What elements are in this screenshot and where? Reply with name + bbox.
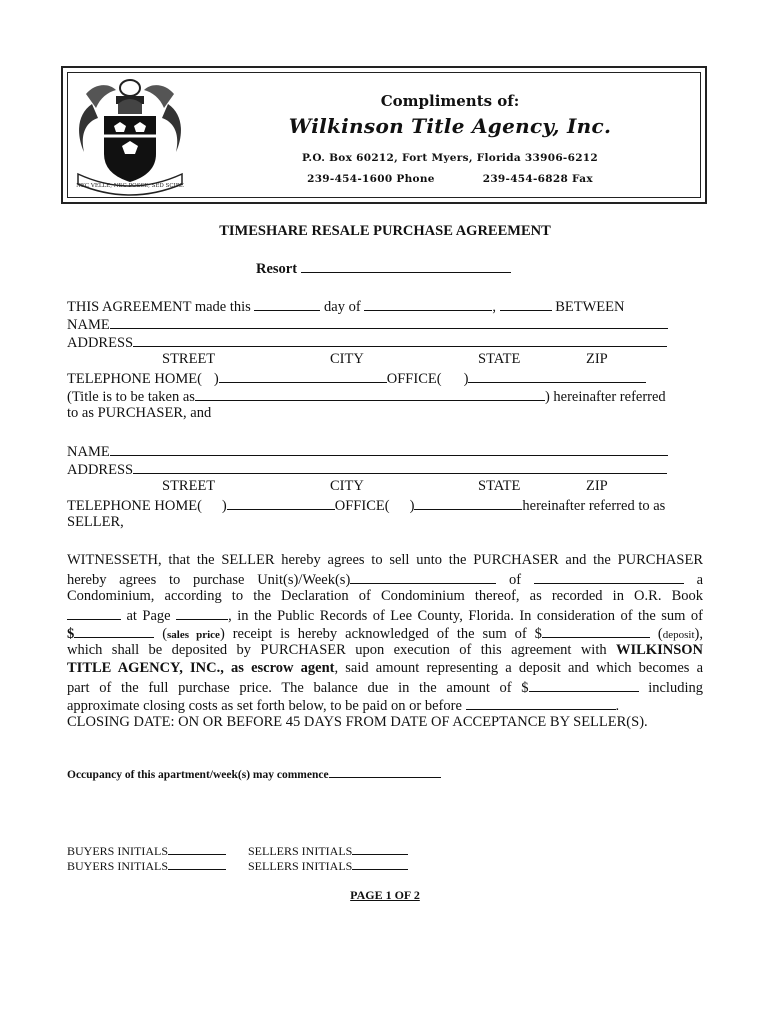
purchaser-name-row: NAME (67, 315, 668, 334)
agency-phone: 239-454-1600 Phone (307, 173, 435, 185)
witnesseth-line-1: WITNESSETH, that the SELLER hereby agrees to sell unto the PURCHASER and the PURCHASER (67, 552, 703, 568)
seller-label: SELLER, (67, 514, 124, 530)
seller-telephone-row: TELEPHONE HOME( ) OFFICE( ) hereinafter referred to as (67, 498, 666, 514)
purchaser-office-phone-blank[interactable] (468, 369, 646, 383)
agency-address: P.O. Box 60212, Fort Myers, Florida 33906-6212 (301, 152, 599, 164)
title-taken-row: (Title is to be taken as ) hereinafter referred (67, 389, 666, 405)
witnesseth-line-2: hereby agrees to purchase Unit(s)/Week(s) of a (67, 572, 704, 588)
purchaser-telephone-row: TELEPHONE HOME( ) OFFICE( ) (67, 369, 646, 388)
occupancy-row: Occupancy of this apartment/week(s) may commence (67, 766, 441, 781)
street-label: STREET (162, 351, 216, 367)
witnesseth-line-3: Condominium, according to the Declaration of Condominium thereof, as recorded in O.R. Book (67, 588, 703, 604)
year-blank[interactable] (500, 297, 552, 311)
buyers-initials-1: BUYERS INITIALS (67, 843, 226, 859)
page-blank[interactable] (176, 606, 228, 620)
seller-home-phone-blank[interactable] (227, 496, 335, 510)
seller-office-phone-blank[interactable] (414, 496, 522, 510)
resort-field: Resort (256, 259, 511, 278)
sellers-initials-blank-1[interactable] (352, 843, 408, 855)
witnesseth-line-9: approximate closing costs as set forth below, to be paid on or before . (67, 698, 620, 714)
seller-state-label: STATE (478, 478, 521, 494)
seal-motto: NEC VELLE, NEC POSSE, SED SCIRE (76, 183, 184, 189)
buyers-initials-blank-2[interactable] (168, 858, 226, 870)
purchaser-name-blank[interactable] (110, 315, 668, 329)
sales-price-blank[interactable] (74, 624, 154, 638)
state-label: STATE (478, 351, 521, 367)
balance-due-blank[interactable] (529, 678, 639, 692)
agency-contact (200, 173, 700, 185)
sellers-initials-2: SELLERS INITIALS (248, 858, 408, 874)
seller-address-blank[interactable] (133, 460, 667, 474)
compliments-label: Compliments of: (380, 92, 520, 110)
purchaser-address-row: ADDRESS (67, 333, 667, 352)
sellers-initials-blank-2[interactable] (352, 858, 408, 870)
condominium-blank[interactable] (534, 570, 684, 584)
witnesseth-line-4: at Page , in the Public Records of Lee County, Florida. In consideration of the sum of (67, 606, 703, 625)
zip-label: ZIP (586, 351, 608, 367)
witnesseth-line-5: $ (sales price) receipt is hereby acknowledged of the sum of $ (deposit), (67, 626, 703, 642)
closing-date: CLOSING DATE: ON OR BEFORE 45 DAYS FROM DATE OF ACCEPTANCE BY SELLER(S). (67, 714, 648, 730)
witnesseth-line-8: part of the full purchase price. The balance due in the amount of $ including (67, 680, 703, 696)
coat-of-arms-seal-icon (72, 74, 188, 196)
agency-name: Wilkinson Title Agency, Inc. (288, 114, 612, 138)
buyers-initials-blank-1[interactable] (168, 843, 226, 855)
or-book-blank[interactable] (67, 606, 121, 620)
day-blank[interactable] (254, 297, 320, 311)
seller-address-row: ADDRESS (67, 460, 667, 479)
paid-by-date-blank[interactable] (466, 696, 616, 710)
document-title: TIMESHARE RESALE PURCHASE AGREEMENT (219, 223, 551, 239)
seller-street-label: STREET (162, 478, 216, 494)
occupancy-blank[interactable] (329, 766, 441, 778)
seller-name-row: NAME (67, 442, 668, 461)
buyers-initials-2: BUYERS INITIALS (67, 858, 226, 874)
seller-zip-label: ZIP (586, 478, 608, 494)
witnesseth-line-7: TITLE AGENCY, INC., as escrow agent, said amount representing a deposit and which becomes a (67, 660, 704, 676)
purchaser-address-blank[interactable] (133, 333, 667, 347)
resort-blank[interactable] (301, 259, 511, 273)
month-blank[interactable] (364, 297, 492, 311)
purchaser-home-phone-blank[interactable] (219, 369, 387, 383)
deposit-blank[interactable] (542, 624, 650, 638)
title-taken-blank[interactable] (195, 387, 545, 401)
sellers-initials-1: SELLERS INITIALS (248, 843, 408, 859)
seller-name-blank[interactable] (110, 442, 668, 456)
witnesseth-line-6: which shall be deposited by PURCHASER upon execution of this agreement with WILKINSON (67, 642, 704, 658)
agreement-intro: THIS AGREEMENT made this day of , BETWEEN (67, 299, 625, 315)
agency-fax: 239-454-6828 Fax (482, 173, 593, 185)
page-number: PAGE 1 OF 2 (350, 888, 420, 902)
city-label: CITY (330, 351, 364, 367)
purchaser-label: to as PURCHASER, and (67, 405, 212, 421)
seller-city-label: CITY (330, 478, 364, 494)
unit-week-blank[interactable] (350, 570, 496, 584)
